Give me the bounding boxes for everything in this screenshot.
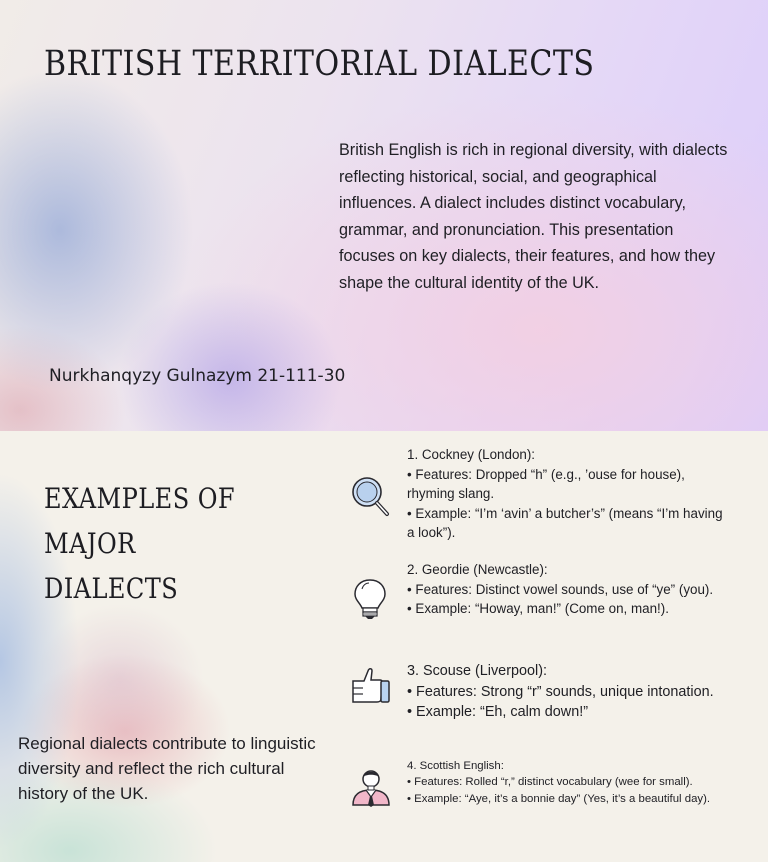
slide-examples <box>0 431 768 862</box>
lightbulb-icon <box>351 577 391 621</box>
examples-title <box>44 476 302 611</box>
dialect-item-scottish <box>407 758 732 807</box>
dialect-features: • Features: Distinct vowel sounds, use of “ye” (you). <box>407 581 714 597</box>
dialect-example: • Example: “Howay, man!” (Come on, man!). <box>407 601 669 616</box>
dialect-heading: 2. Geordie (Newcastle): <box>407 562 548 577</box>
person-icon <box>351 765 391 809</box>
dialect-features: • Features: Rolled “r,” distinct vocabulary (wee for small). <box>407 776 693 789</box>
dialect-features: • Features: Strong “r” sounds, unique intonation. <box>407 683 714 700</box>
dialect-item-geordie <box>407 560 732 619</box>
dialect-item-scouse <box>407 661 732 723</box>
dialect-heading: 3. Scouse (Liverpool): <box>407 663 547 679</box>
dialect-item-cockney <box>407 445 732 543</box>
magnifier-icon <box>350 475 390 519</box>
dialect-heading: 1. Cockney (London): <box>407 447 536 462</box>
dialect-features: • Features: Dropped “h” (e.g., ’ouse for house), rhyming slang. <box>407 466 685 501</box>
dialect-example: • Example: “Eh, calm down!” <box>407 704 588 720</box>
intro-paragraph: British English is rich in regional diversity, with dialects reflecting historical, social, and geographical influences. A dialect includes distinct vocabulary, grammar, and pronunciation. This presentation focuses on key dialects, their features, and how they shape the cultural identity of the UK. <box>339 141 728 292</box>
author-line: Nurkhanqyzy Gulnazym 21-111-30 <box>49 366 346 386</box>
examples-title-line-3: DIALECTS <box>44 572 179 605</box>
examples-title-line-1: EXAMPLES OF <box>44 482 236 515</box>
thumbs-up-icon <box>350 663 390 707</box>
dialect-example: • Example: “I’m ‘avin’ a butcher’s” (means “I’m having a look”). <box>407 505 723 540</box>
dialect-heading: 4. Scottish English: <box>407 760 504 772</box>
examples-title-line-2: MAJOR <box>44 527 136 560</box>
summary-paragraph: Regional dialects contribute to linguistic diversity and reflect the rich cultural history of the UK. <box>18 734 316 803</box>
dialect-example: • Example: “Aye, it’s a bonnie day” (Yes, it’s a beautiful day). <box>407 792 711 805</box>
presentation-title: BRITISH TERRITORIAL DIALECTS <box>44 44 595 84</box>
